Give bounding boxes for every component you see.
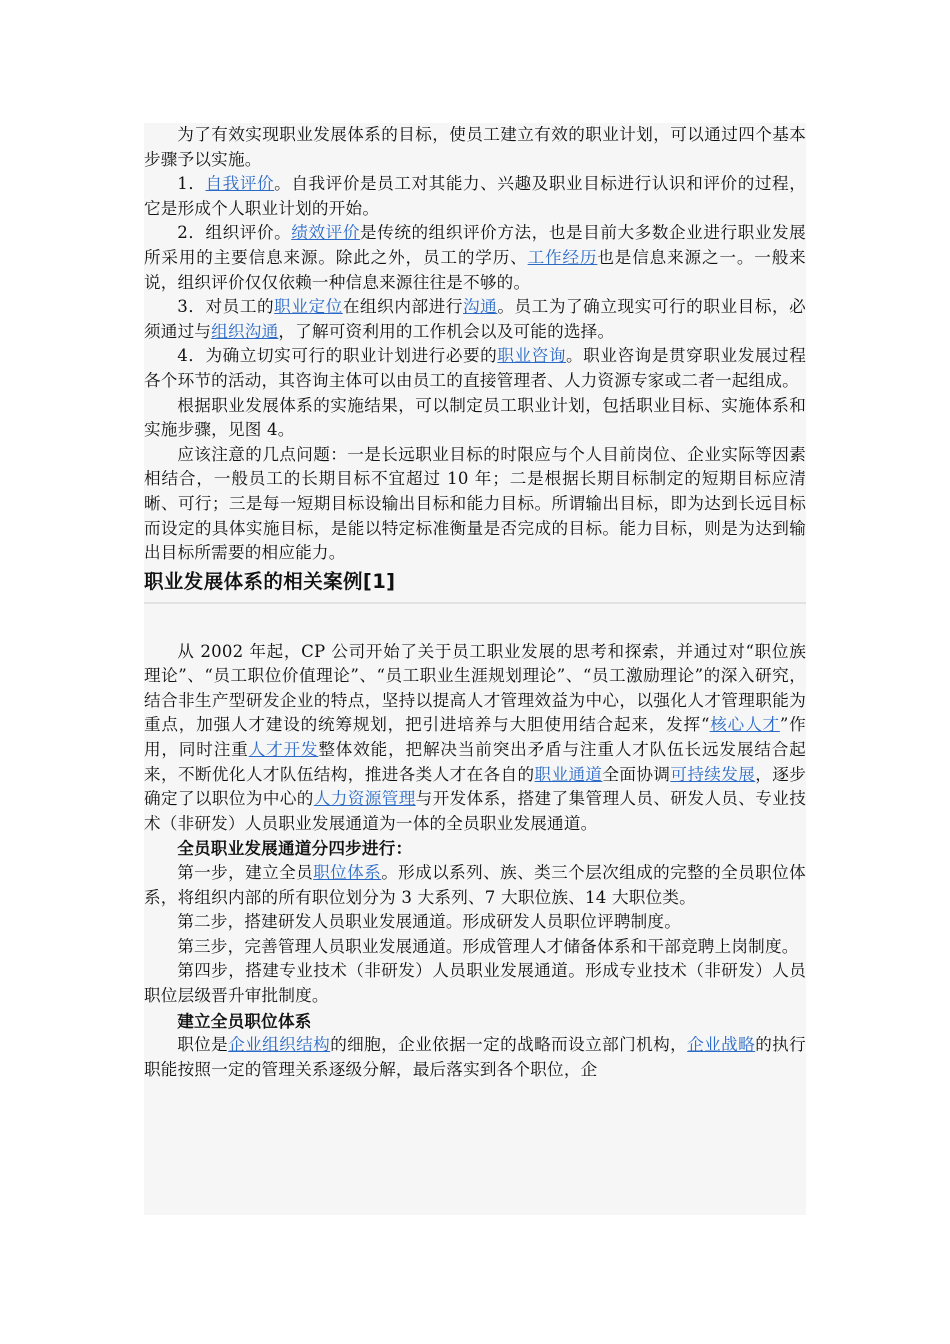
text-run: 的执行职能按照一定的管理关系逐级分解，最后落实到各个职位，企 <box>144 1035 806 1079</box>
wiki-link[interactable]: 人才开发 <box>248 740 319 760</box>
wiki-link[interactable]: 可持续发展 <box>670 764 756 784</box>
text-run: 。员工为了确立现实可行的职业目标，必须通过与 <box>144 297 806 341</box>
document-body <box>144 123 806 1215</box>
text-run: 在组织内部进行 <box>342 297 463 317</box>
four-steps-title: 全员职业发展通道分四步进行： <box>177 838 413 859</box>
text-run: 应该注意的几点问题：一是长远职业目标的时限应与个人目前岗位、企业实际等因素相结合，一般员工的长期目标不宜超过 10 年；二是根据长期目标制定的短期目标应清晰、可行；三是每一短期目标设输出目标和能力目标。所谓输出目标，即为达到长远目标而设定的具体实施目标，是能以特定标准衡量是否完成的目标。能力目标，则是为达到输出目标所需要的相应能力。 <box>144 444 806 563</box>
text-run: 2．组织评价。 <box>177 223 292 243</box>
case-intro-paragraph <box>144 640 806 837</box>
text-run: 整体效能，把解决当前突出矛盾与注重人才队伍长远发展结合起来，不断优化人才队伍结构，推进各类人才在各自的 <box>144 740 806 784</box>
text-run: 全面协调 <box>602 764 671 784</box>
case-step3-paragraph <box>144 935 806 960</box>
wiki-link[interactable]: 人力资源管理 <box>313 789 416 809</box>
section-heading: 职业发展体系的相关案例[1] <box>144 569 396 593</box>
wiki-link[interactable]: 职位体系 <box>313 863 382 883</box>
text-run: 。形成以系列、族、类三个层次组成的完整的全员职位体系，将组织内部的所有职位划分为 3 大系列、7 大职位族、14 大职位类。 <box>144 863 806 907</box>
wiki-link[interactable]: 职业咨询 <box>497 346 567 366</box>
text-run: 3．对员工的 <box>177 297 275 317</box>
wiki-link[interactable]: 绩效评价 <box>291 223 360 243</box>
text-run: ，逐步确定了以职位为中心的 <box>144 764 806 809</box>
text-run: 第四步，搭建专业技术（非研发）人员职业发展通道。形成专业技术（非研发）人员职位层级晋升审批制度。 <box>144 961 806 1005</box>
text-run: 第三步，完善管理人员职业发展通道。形成管理人才储备体系和干部竞聘上岗制度。 <box>177 936 799 956</box>
spacer <box>144 604 806 640</box>
text-run: ，了解可资利用的工作机会以及可能的选择。 <box>278 321 615 341</box>
position-system-paragraph <box>144 1033 806 1082</box>
notes-paragraph <box>144 443 806 566</box>
wiki-link[interactable]: 沟通 <box>463 297 498 317</box>
case-step2-paragraph <box>144 910 806 935</box>
text-run: 。自我评价是员工对其能力、兴趣及职业目标进行认识和评价的过程，它是形成个人职业计划的开始。 <box>144 174 806 218</box>
text-run: 第一步，建立全员 <box>177 863 314 883</box>
wiki-link[interactable]: 企业战略 <box>687 1035 756 1055</box>
text-run: 4．为确立切实可行的职业计划进行必要的 <box>177 346 498 366</box>
text-run: 从 2002 年起，CP 公司开始了关于员工职业发展的思考和探索，并通过对“职位族理论”、“员工职位价值理论”、“员工职业生涯规划理论”、“员工激励理论”的深入研究，结合非生产型研发企业的特点，坚持以提高人才管理效益为中心，以强化人才管理职能为重点，加强人才建设的统筹规划，把引进培养与大胆使用结合起来，发挥“ <box>144 641 806 735</box>
text-run: 第二步，搭建研发人员职业发展通道。形成研发人员职位评聘制度。 <box>177 912 681 932</box>
wiki-link[interactable]: 工作经历 <box>527 247 598 267</box>
text-run: 。职业咨询是贯穿职业发展过程各个环节的活动，其咨询主体可以由员工的直接管理者、人力资源专家或二者一起组成。 <box>144 346 806 390</box>
step1-paragraph <box>144 172 806 221</box>
case-step4-paragraph <box>144 959 806 1008</box>
step3-paragraph <box>144 295 806 344</box>
wiki-link[interactable]: 自我评价 <box>205 174 275 194</box>
intro-paragraph <box>144 123 806 172</box>
wiki-link[interactable]: 核心人才 <box>709 715 780 735</box>
text-run: ”作用，同时注重 <box>144 715 806 760</box>
case-step1-paragraph <box>144 861 806 910</box>
text-run: 与开发体系，搭建了集管理人员、研发人员、专业技术（非研发）人员职业发展通道为一体的全员职业发展通道。 <box>144 789 806 833</box>
wiki-link[interactable]: 企业组织结构 <box>228 1035 331 1055</box>
text-run: 1． <box>177 174 206 194</box>
wiki-link[interactable]: 职业定位 <box>274 297 343 317</box>
text-run: 是传统的组织评价方法，也是目前大多数企业进行职业发展所采用的主要信息来源。除此之外，员工的学历、 <box>144 223 806 267</box>
step4-paragraph <box>144 344 806 393</box>
wiki-link[interactable]: 组织沟通 <box>211 321 279 341</box>
wiki-link[interactable]: 职业通道 <box>534 764 603 784</box>
position-system-title: 建立全员职位体系 <box>177 1010 312 1031</box>
step2-paragraph <box>144 221 806 295</box>
text-run: 的细胞，企业依据一定的战略而设立部门机构， <box>330 1035 688 1055</box>
text-run: 职位是 <box>177 1035 229 1055</box>
text-run: 根据职业发展体系的实施结果，可以制定员工职业计划，包括职业目标、实施体系和实施步骤，见图 4。 <box>144 395 806 440</box>
result-paragraph <box>144 394 806 443</box>
text-run: 也是信息来源之一。一般来说，组织评价仅仅依赖一种信息来源往往是不够的。 <box>144 247 806 292</box>
text-run: 为了有效实现职业发展体系的目标，使员工建立有效的职业计划，可以通过四个基本步骤予以实施。 <box>144 125 806 169</box>
